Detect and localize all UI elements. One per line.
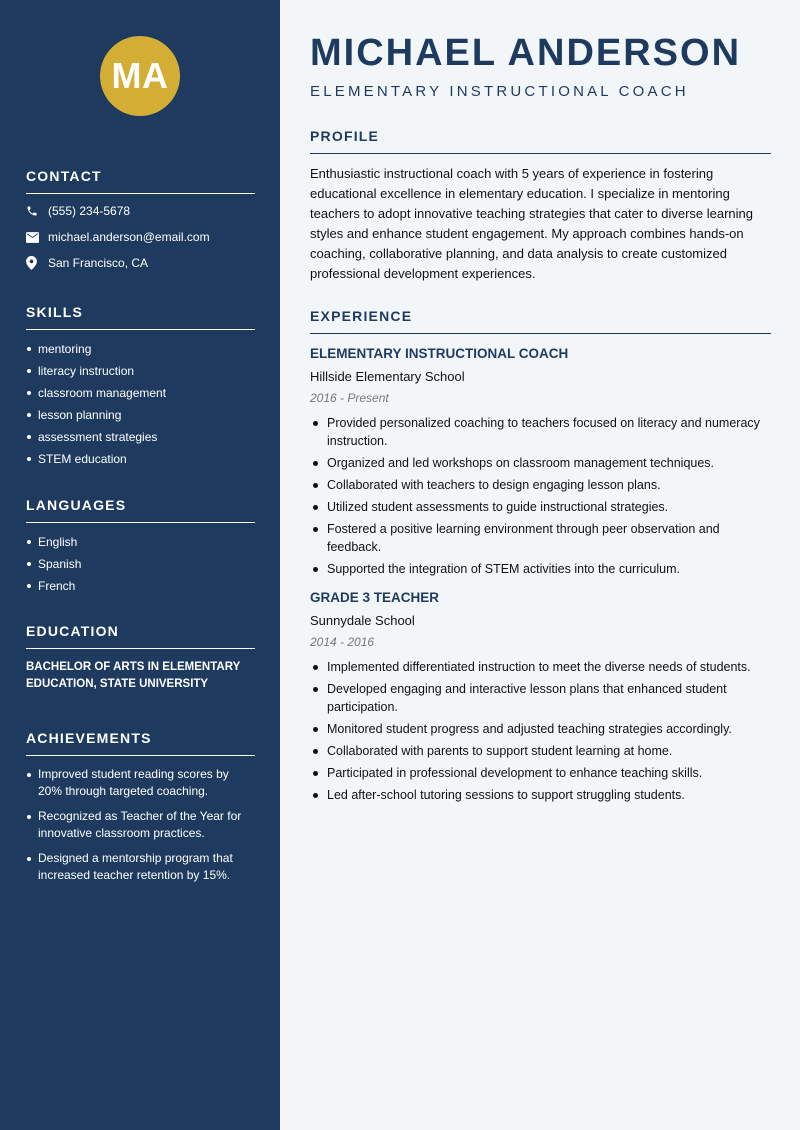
skill-item: assessment strategies [26, 426, 255, 448]
contact-heading: CONTACT [26, 168, 255, 194]
education-section [26, 623, 255, 693]
languages-section [26, 497, 255, 597]
profile-heading: PROFILE [310, 128, 771, 154]
job-bullet: Organized and led workshops on classroom management techniques. [310, 454, 771, 472]
location-pin-icon [26, 256, 48, 270]
job-bullet: Developed engaging and interactive lesson plans that enhanced student participation. [310, 680, 771, 716]
achievements-heading: ACHIEVEMENTS [26, 730, 255, 756]
skills-section [26, 304, 255, 470]
skill-item: classroom management [26, 382, 255, 404]
job-entry [310, 590, 771, 804]
language-item: English [26, 531, 255, 553]
skills-list [26, 338, 255, 470]
language-item: French [26, 575, 255, 597]
location-text: San Francisco, CA [48, 256, 149, 270]
job-title: ELEMENTARY INSTRUCTIONAL COACH [310, 346, 569, 361]
email-icon [26, 232, 48, 243]
skill-item: STEM education [26, 448, 255, 470]
job-entry [310, 346, 771, 578]
languages-heading: LANGUAGES [26, 497, 255, 523]
email-text: michael.anderson@email.com [48, 230, 210, 244]
job-bullet: Fostered a positive learning environment through peer observation and feedback. [310, 520, 771, 556]
job-bullet: Supported the integration of STEM activities into the curriculum. [310, 560, 771, 578]
candidate-title: ELEMENTARY INSTRUCTIONAL COACH [310, 83, 689, 100]
job-dates: 2014 - 2016 [310, 635, 375, 649]
phone-text: (555) 234-5678 [48, 204, 131, 218]
skill-item: mentoring [26, 338, 255, 360]
languages-list [26, 531, 255, 597]
job-bullets [310, 414, 771, 578]
job-bullet: Provided personalized coaching to teachers focused on literacy and numeracy instruction. [310, 414, 771, 450]
experience-section [310, 308, 771, 808]
job-bullet: Implemented differentiated instruction to meet the diverse needs of students. [310, 658, 771, 676]
skill-item: lesson planning [26, 404, 255, 426]
company-name: Hillside Elementary School [310, 369, 465, 384]
profile-text: Enthusiastic instructional coach with 5 years of experience in fostering educational excellence in elementary education. I specialize in mentoring teachers to adopt innovative teaching strategies that cater to diverse learning styles and enhance student engagement. My approach combines hands-on coaching, collaborative planning, and data analysis to create customized professional development experiences. [310, 166, 753, 281]
contact-email [26, 224, 255, 250]
candidate-name: MICHAEL ANDERSON [310, 32, 742, 74]
achievement-item: Recognized as Teacher of the Year for innovative classroom practices. [26, 806, 255, 844]
job-bullet: Utilized student assessments to guide instructional strategies. [310, 498, 771, 516]
achievements-list [26, 764, 255, 886]
skills-heading: SKILLS [26, 304, 255, 330]
profile-section [310, 128, 771, 284]
job-bullet: Collaborated with teachers to design engaging lesson plans. [310, 476, 771, 494]
phone-icon [26, 205, 48, 217]
company-name: Sunnydale School [310, 613, 415, 628]
job-bullet: Participated in professional development to enhance teaching skills. [310, 764, 771, 782]
job-bullets [310, 658, 771, 804]
achievements-section [26, 730, 255, 890]
language-item: Spanish [26, 553, 255, 575]
achievement-item: Improved student reading scores by 20% through targeted coaching. [26, 764, 255, 802]
sidebar [0, 0, 280, 1130]
contact-location [26, 250, 255, 276]
achievement-item: Designed a mentorship program that increased teacher retention by 15%. [26, 848, 255, 886]
job-bullet: Led after-school tutoring sessions to support struggling students. [310, 786, 771, 804]
avatar: MA [100, 36, 180, 116]
experience-heading: EXPERIENCE [310, 308, 771, 334]
education-degree: BACHELOR OF ARTS IN ELEMENTARY EDUCATION, STATE UNIVERSITY [26, 661, 241, 690]
job-bullet: Monitored student progress and adjusted teaching strategies accordingly. [310, 720, 771, 738]
job-dates: 2016 - Present [310, 391, 389, 405]
contact-section [26, 168, 255, 276]
education-heading: EDUCATION [26, 623, 255, 649]
job-bullet: Collaborated with parents to support student learning at home. [310, 742, 771, 760]
contact-phone [26, 198, 255, 224]
job-title: GRADE 3 TEACHER [310, 590, 440, 605]
skill-item: literacy instruction [26, 360, 255, 382]
